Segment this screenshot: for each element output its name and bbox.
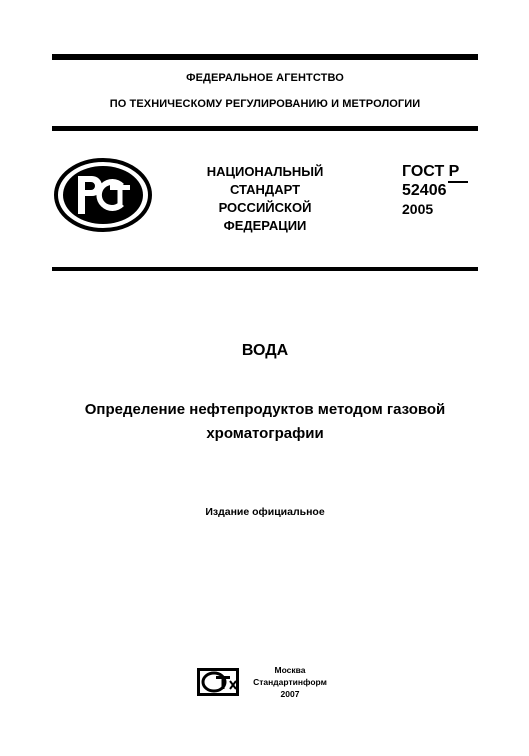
middle-rule: [52, 126, 478, 131]
publisher-year: 2007: [280, 689, 300, 699]
document-subtitle: [60, 398, 470, 446]
standard-code: ГОСТ Р: [402, 163, 460, 180]
standartinform-logo-icon: [196, 667, 240, 697]
edition-label: Издание официальное: [205, 506, 325, 518]
publisher-block: [244, 664, 336, 700]
standard-year: 2005: [402, 201, 434, 217]
standard-number: 52406: [402, 182, 447, 199]
standard-designation: [402, 162, 468, 219]
standard-type-line-3: РОССИЙСКОЙ: [218, 200, 312, 215]
bottom-rule: [52, 267, 478, 271]
agency-line-2: ПО ТЕХНИЧЕСКОМУ РЕГУЛИРОВАНИЮ И МЕТРОЛОГИИ: [109, 98, 421, 110]
document-subtitle-line-2: хроматографии: [206, 425, 324, 442]
dash-mark: [448, 181, 468, 183]
publisher-city: Москва: [274, 665, 306, 675]
agency-line-1: ФЕДЕРАЛЬНОЕ АГЕНТСТВО: [186, 72, 344, 84]
document-title: ВОДА: [241, 342, 289, 359]
rst-certification-mark-icon: [54, 158, 152, 232]
publisher-name: Стандартинформ: [253, 677, 327, 687]
standard-number-row: [402, 181, 468, 200]
standard-type-line-1: НАЦИОНАЛЬНЫЙ: [206, 164, 324, 179]
standard-type-line-4: ФЕДЕРАЦИИ: [223, 218, 307, 233]
standard-type-line-2: СТАНДАРТ: [229, 182, 301, 197]
standard-type-block: [198, 163, 332, 235]
document-subtitle-line-1: Определение нефтепродуктов методом газовой: [84, 401, 446, 418]
top-rule: [52, 54, 478, 60]
